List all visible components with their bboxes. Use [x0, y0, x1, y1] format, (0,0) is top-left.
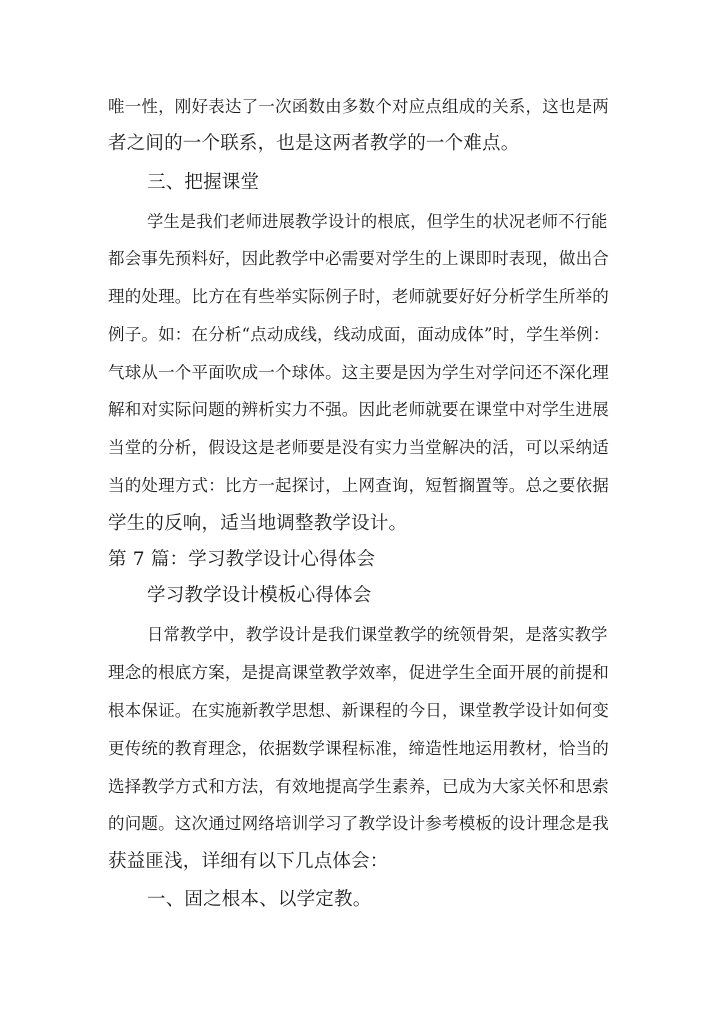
paragraph-line: 学生是我们老师进展教学设计的根底，但学生的状况老师不行能 [147, 212, 608, 231]
paragraph-line: 气球从一个平面吹成一个球体。这主要是因为学生对学问还不深化理 [108, 363, 609, 382]
paragraph-line: 例子。如：在分析“点动成线，线动成面，面动成体”时，学生举例： [108, 325, 610, 344]
section-heading: 一、固之根本、以学定教。 [147, 889, 372, 910]
paragraph-line: 日常教学中，教学设计是我们课堂教学的统领骨架，是落实教学 [147, 625, 608, 644]
paragraph-line: 唯一性，刚好表达了一次函数由多数个对应点组成的关系，这也是两 [108, 97, 609, 116]
article-title: 第 7 篇：学习教学设计心得体会 [108, 549, 376, 570]
paragraph-line: 的问题。这次通过网络培训学习了教学设计参考模板的设计理念是我 [108, 814, 609, 833]
paragraph-line: 者之间的一个联系，也是这两者教学的一个难点。 [108, 133, 520, 154]
paragraph-line: 当堂的分析，假设这是老师要是没有实力当堂解决的活，可以采纳适 [108, 438, 609, 457]
paragraph-line: 获益匪浅，详细有以下几点体会： [108, 851, 389, 872]
paragraph-line: 解和对实际问题的辨析实力不强。因此老师就要在课堂中对学生进展 [108, 400, 609, 419]
paragraph-line: 理的处理。比方在有些举实际例子时，老师就要好好分析学生所举的 [108, 287, 609, 306]
paragraph-line: 选择教学方式和方法，有效地提高学生素养，已成为大家关怀和思索 [108, 777, 609, 796]
paragraph-line: 根本保证。在实施新教学思想、新课程的今日，课堂教学设计如何变 [108, 701, 609, 720]
paragraph-line: 当的处理方式：比方一起探讨，上网查询，短暂搁置等。总之要依据 [108, 476, 609, 495]
paragraph-line: 学生的反响，适当地调整教学设计。 [108, 513, 408, 534]
paragraph-line: 更传统的教育理念，依据数学课程标准，缔造性地运用教材，恰当的 [108, 739, 609, 758]
paragraph-line: 都会事先预料好，因此教学中必需要对学生的上课即时表现，做出合 [108, 249, 609, 268]
section-heading: 三、把握课堂 [147, 172, 260, 193]
paragraph-line: 理念的根底方案，是提高课堂教学效率，促进学生全面开展的前提和 [108, 663, 609, 682]
article-subtitle: 学习教学设计模板心得体会 [147, 585, 372, 606]
